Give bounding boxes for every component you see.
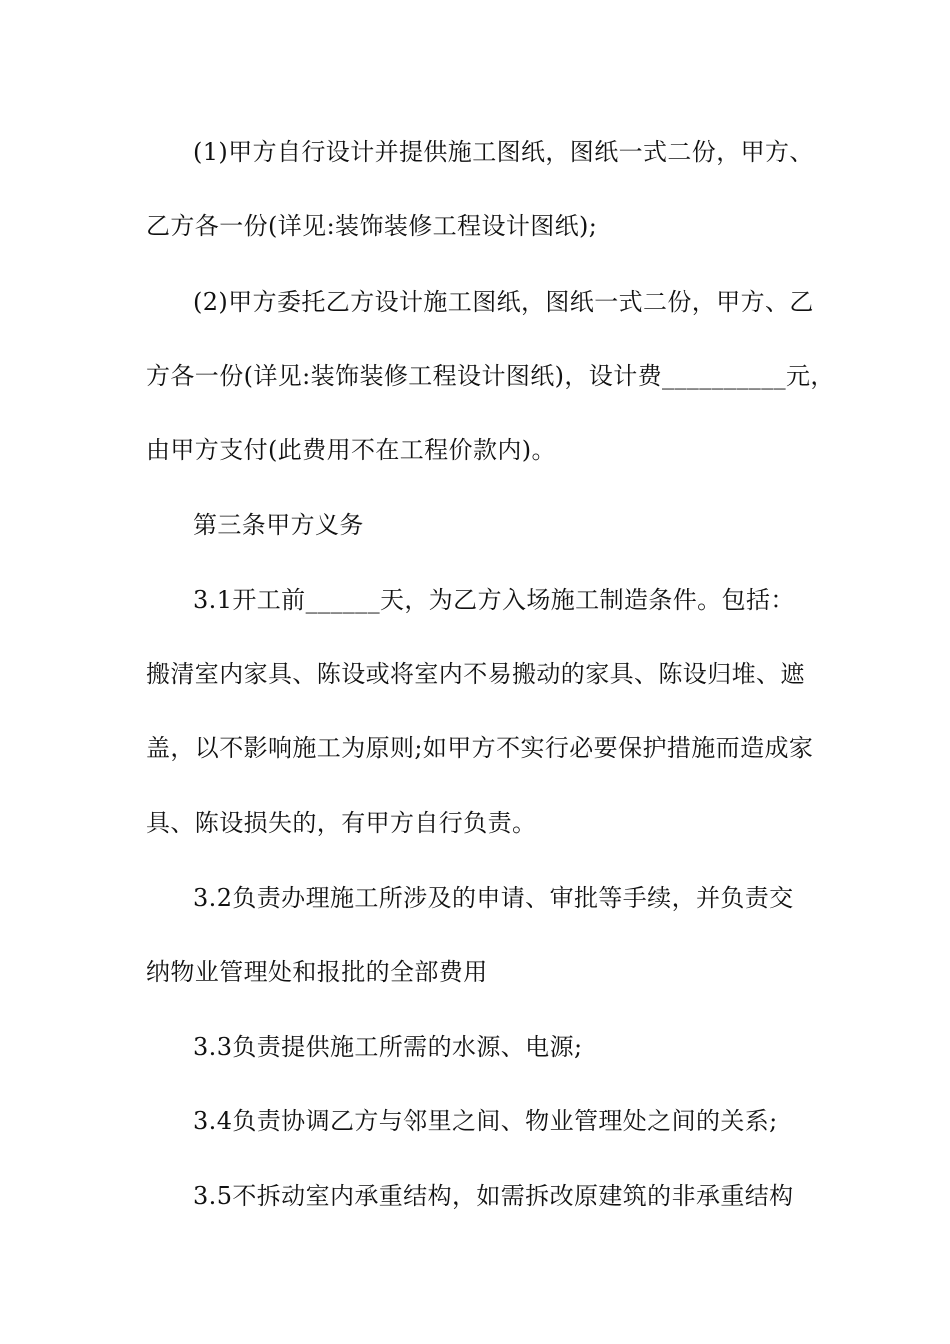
clause-3-2-line-2: 纳物业管理处和报批的全部费用	[146, 958, 488, 986]
article-3-heading: 第三条甲方义务	[193, 511, 364, 539]
clause-2-line-3: 由甲方支付(此费用不在工程价款内)。	[146, 436, 556, 464]
clause-3-1-line-2: 搬清室内家具、陈设或将室内不易搬动的家具、陈设归堆、遮	[146, 660, 805, 688]
clause-1-line-2: 乙方各一份(详见:装饰装修工程设计图纸);	[146, 212, 598, 240]
clause-3-1-line-3: 盖，以不影响施工为原则;如甲方不实行必要保护措施而造成家	[146, 734, 814, 762]
clause-3-3: 3.3负责提供施工所需的水源、电源;	[193, 1033, 583, 1061]
clause-3-4: 3.4负责协调乙方与邻里之间、物业管理处之间的关系;	[193, 1107, 778, 1135]
clause-1-line-1: (1)甲方自行设计并提供施工图纸，图纸一式二份，甲方、	[193, 138, 814, 166]
clause-3-5-line-1: 3.5不拆动室内承重结构，如需拆改原建筑的非承重结构	[193, 1182, 794, 1210]
clause-2-line-2: 方各一份(详见:装饰装修工程设计图纸)，设计费__________元，	[146, 362, 835, 390]
clause-3-2-line-1: 3.2负责办理施工所涉及的申请、审批等手续，并负责交	[193, 884, 794, 912]
clause-3-1-line-4: 具、陈设损失的，有甲方自行负责。	[146, 809, 537, 837]
clause-3-1-line-1: 3.1开工前______天，为乙方入场施工制造条件。包括：	[193, 586, 795, 614]
clause-2-line-1: (2)甲方委托乙方设计施工图纸，图纸一式二份，甲方、乙	[193, 288, 814, 316]
